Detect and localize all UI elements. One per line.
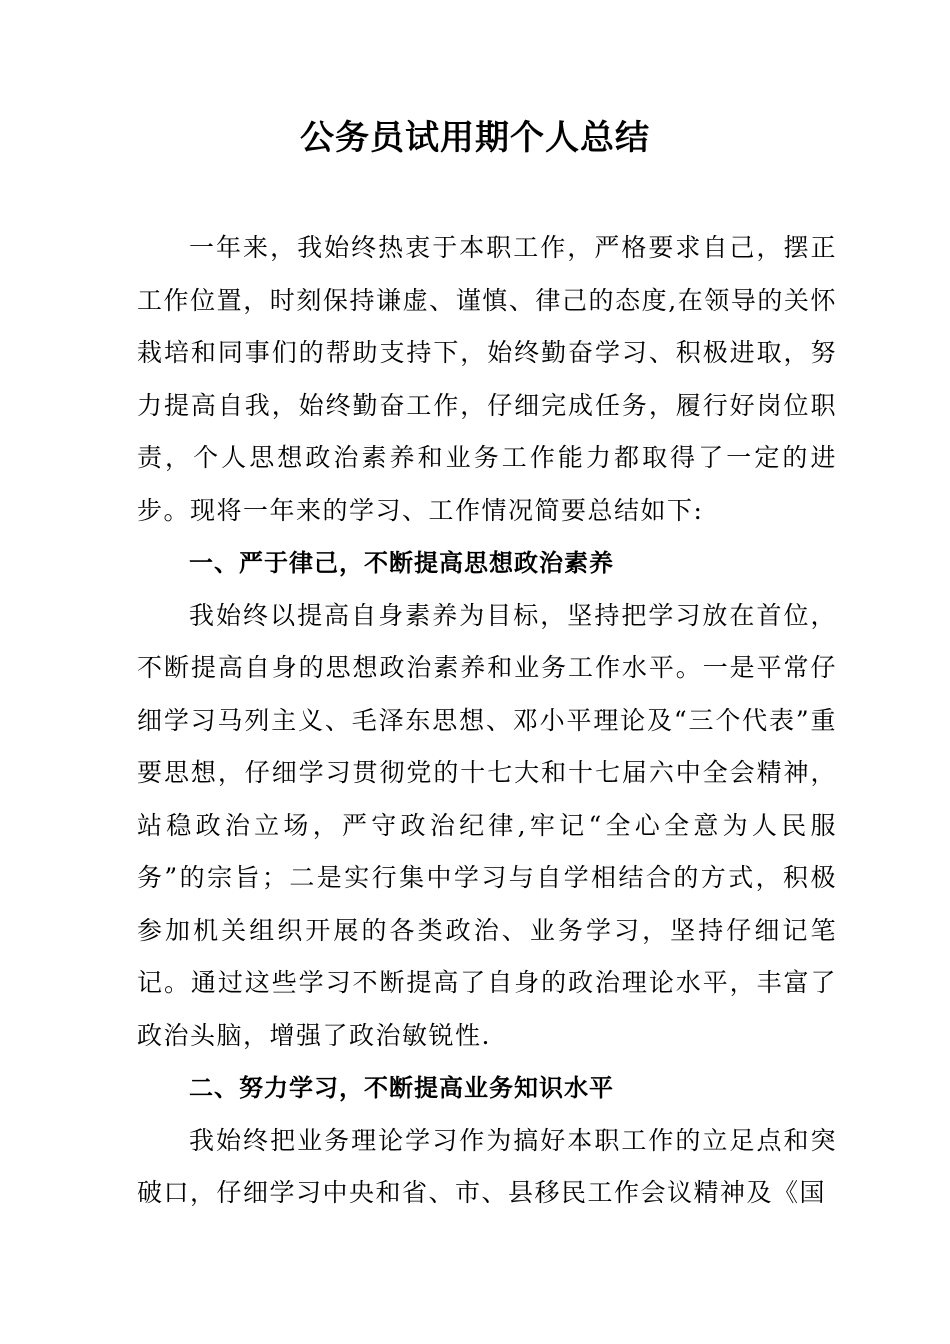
section-heading-1: 一、严于律己，不断提高思想政治素养 xyxy=(189,549,614,577)
document-body xyxy=(137,222,837,1220)
section-heading-2: 二、努力学习，不断提高业务知识水平 xyxy=(189,1074,614,1102)
paragraph-section-1: 我始终以提高自身素养为目标，坚持把学习放在首位，不断提高自身的思想政治素养和业务工作水平。一是平常仔细学习马列主义、毛泽东思想、邓小平理论及“三个代表”重要思想，仔细学习贯彻党的十七大和十七届六中全会精神，站稳政治立场，严守政治纪律,牢记“全心全意为人民服务”的宗旨；二是实行集中学习与自学相结合的方式，积极参加机关组织开展的各类政治、业务学习，坚持仔细记笔记。通过这些学习不断提高了自身的政治理论水平，丰富了政治头脑，增强了政治敏锐性. xyxy=(137,600,837,1050)
paragraph-section-2: 我始终把业务理论学习作为搞好本职工作的立足点和突破口，仔细学习中央和省、市、县移民工作会议精神及《国 xyxy=(137,1125,837,1207)
paragraph-intro: 一年来，我始终热衷于本职工作，严格要求自己，摆正工作位置，时刻保持谦虚、谨慎、律己的态度,在领导的关怀栽培和同事们的帮助支持下，始终勤奋学习、积极进取，努力提高自我，始终勤奋工作，仔细完成任务，履行好岗位职责，个人思想政治素养和业务工作能力都取得了一定的进步。现将一年来的学习、工作情况简要总结如下: xyxy=(137,233,837,525)
document-title: 公务员试用期个人总结 xyxy=(300,118,650,158)
